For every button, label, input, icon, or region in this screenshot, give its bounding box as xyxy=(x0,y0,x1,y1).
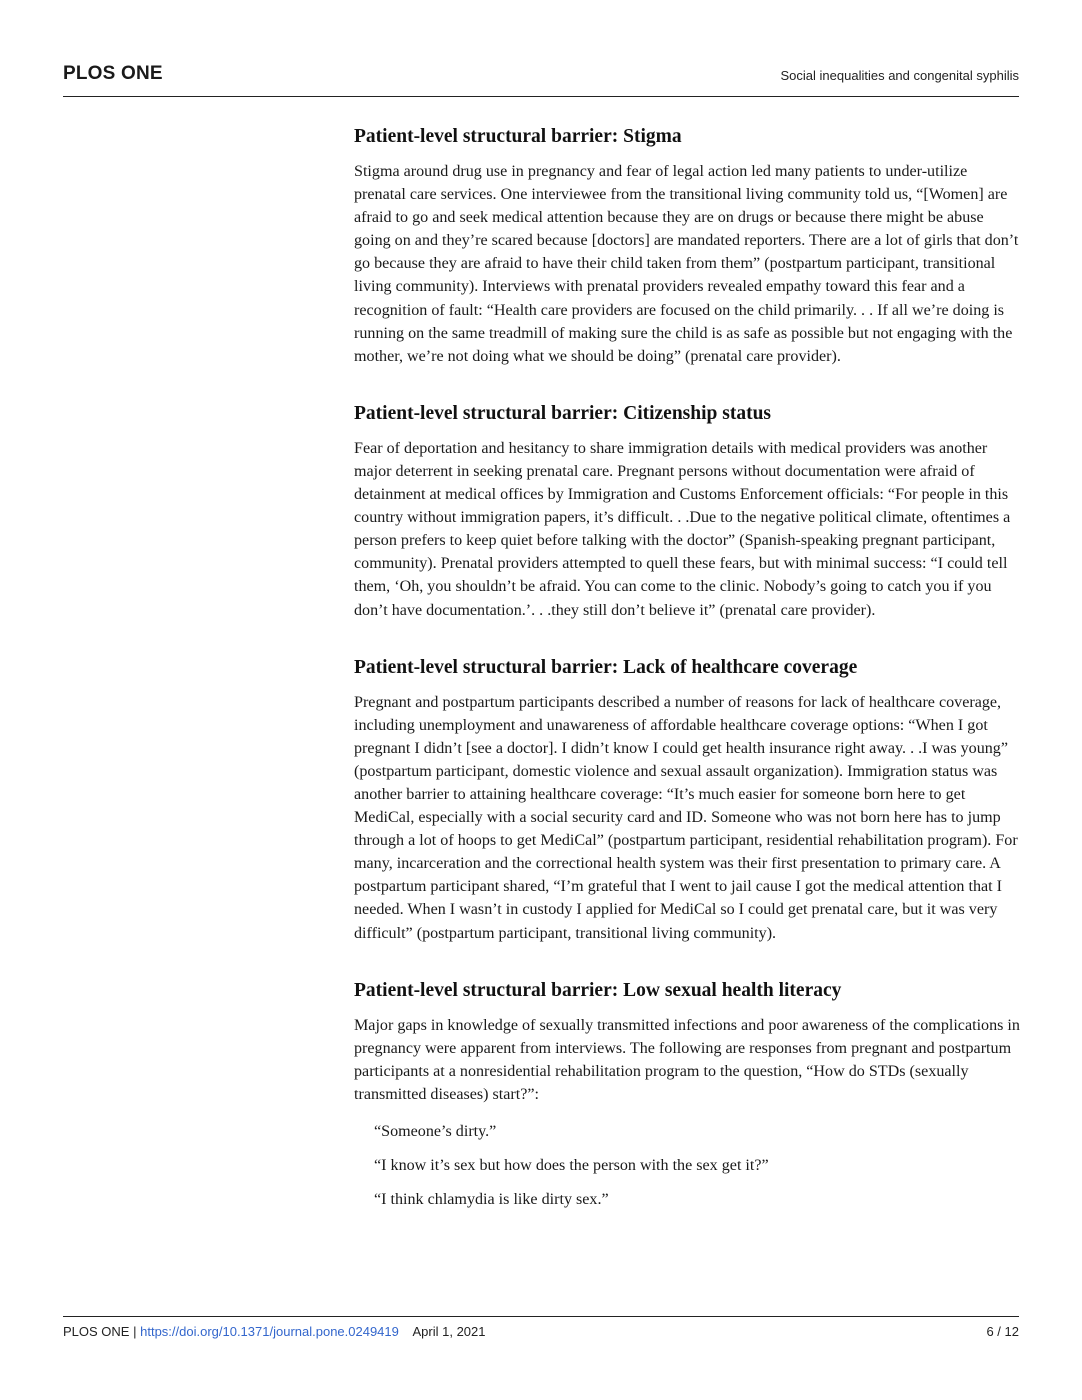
section-paragraph: Fear of deportation and hesitancy to share immigration details with medical providers was another major deterrent in seeking prenatal care. Pregnant persons without documentation were afraid of detainment at medical offices by Immigration and Customs Enforcement officials: “For people in this country without immigration papers, it’s difficult. . .Due to the negative political climate, oftentimes a person prefers to keep quiet before talking with the doctor” (Spanish-speaking pregnant participant, community). Prenatal providers attempted to quell these fears, but with minimal success: “I could tell them, ‘Oh, you shouldn’t be afraid. You can come to the clinic. Nobody’s going to catch you if you don’t have documentation.’. . .they still don’t believe it” (prenatal care provider). xyxy=(354,439,1011,619)
section-sexual-health-literacy xyxy=(354,978,1020,1211)
page-footer xyxy=(63,1316,1019,1339)
section-heading: Patient-level structural barrier: Lack of healthcare coverage xyxy=(354,656,858,678)
quote-item: “I know it’s sex but how does the person with the sex get it?” xyxy=(374,1157,769,1174)
page-number: 6 / 12 xyxy=(986,1324,1019,1339)
section-heading: Patient-level structural barrier: Stigma xyxy=(354,126,682,147)
article-body xyxy=(354,124,1020,1222)
section-heading: Patient-level structural barrier: Low sexual health literacy xyxy=(354,979,842,1001)
doi-link[interactable]: https://doi.org/10.1371/journal.pone.0249419 xyxy=(140,1324,399,1339)
section-healthcare-coverage xyxy=(354,655,1020,945)
running-title: Social inequalities and congenital syphilis xyxy=(780,68,1019,83)
quote-item: “I think chlamydia is like dirty sex.” xyxy=(374,1191,609,1208)
footer-journal: PLOS ONE xyxy=(63,1324,130,1339)
quote-list xyxy=(374,1120,1020,1211)
section-stigma xyxy=(354,124,1020,368)
footer-separator: | xyxy=(133,1324,137,1339)
publication-date: April 1, 2021 xyxy=(412,1324,486,1339)
section-paragraph: Major gaps in knowledge of sexually transmitted infections and poor awareness of the complications in pregnancy were apparent from interviews. The following are responses from pregnant and postpartum participants at a nonresidential rehabilitation program to the question, “How do STDs (sexually transmitted diseases) start?”: xyxy=(354,1016,1020,1103)
quote-item: “Someone’s dirty.” xyxy=(374,1123,497,1140)
journal-name: PLOS ONE xyxy=(63,63,163,84)
section-citizenship-status xyxy=(354,401,1020,622)
page-header xyxy=(63,60,1019,97)
section-paragraph: Stigma around drug use in pregnancy and fear of legal action led many patients to under-utilize prenatal care services. One interviewee from the transitional living community told us, “[Women] are afraid to go and seek medical attention because they are on drugs or because there might be abuse going on and they’re scared because [doctors] are mandated reporters. There are a lot of girls that don’t go because they are afraid to have their child taken from them” (postpartum participant, transitional living community). Interviews with prenatal providers revealed empathy toward this fear and a recognition of fault: “Health care providers are focused on the child primarily. . . If all we’re doing is running on the same treadmill of making sure the child is as safe as possible but not engaging with the mother, we’re not doing what we should be doing” (prenatal care provider). xyxy=(354,163,1019,365)
section-heading: Patient-level structural barrier: Citizenship status xyxy=(354,402,772,424)
section-paragraph: Pregnant and postpartum participants described a number of reasons for lack of healthcare coverage, including unemployment and unawareness of affordable healthcare coverage options: “When I got pregnant I didn’t [see a doctor]. I didn’t know I could get health insurance right away. . .I was young” (postpartum participant, domestic violence and sexual assault organization). Immigration status was another barrier to attaining healthcare coverage: “It’s much easier for someone born here to get MediCal, especially with a social security card and ID. Someone who was not born here has to jump through a lot of hoops to get MediCal” (postpartum participant, residential rehabilitation program). For many, incarceration and the correctional health system was their first presentation to primary care. A postpartum participant shared, “I’m grateful that I went to jail cause I got the medical attention that I needed. When I wasn’t in custody I applied for MediCal so I could get prenatal care, but it was very difficult” (postpartum participant, transitional living community). xyxy=(354,693,1018,942)
